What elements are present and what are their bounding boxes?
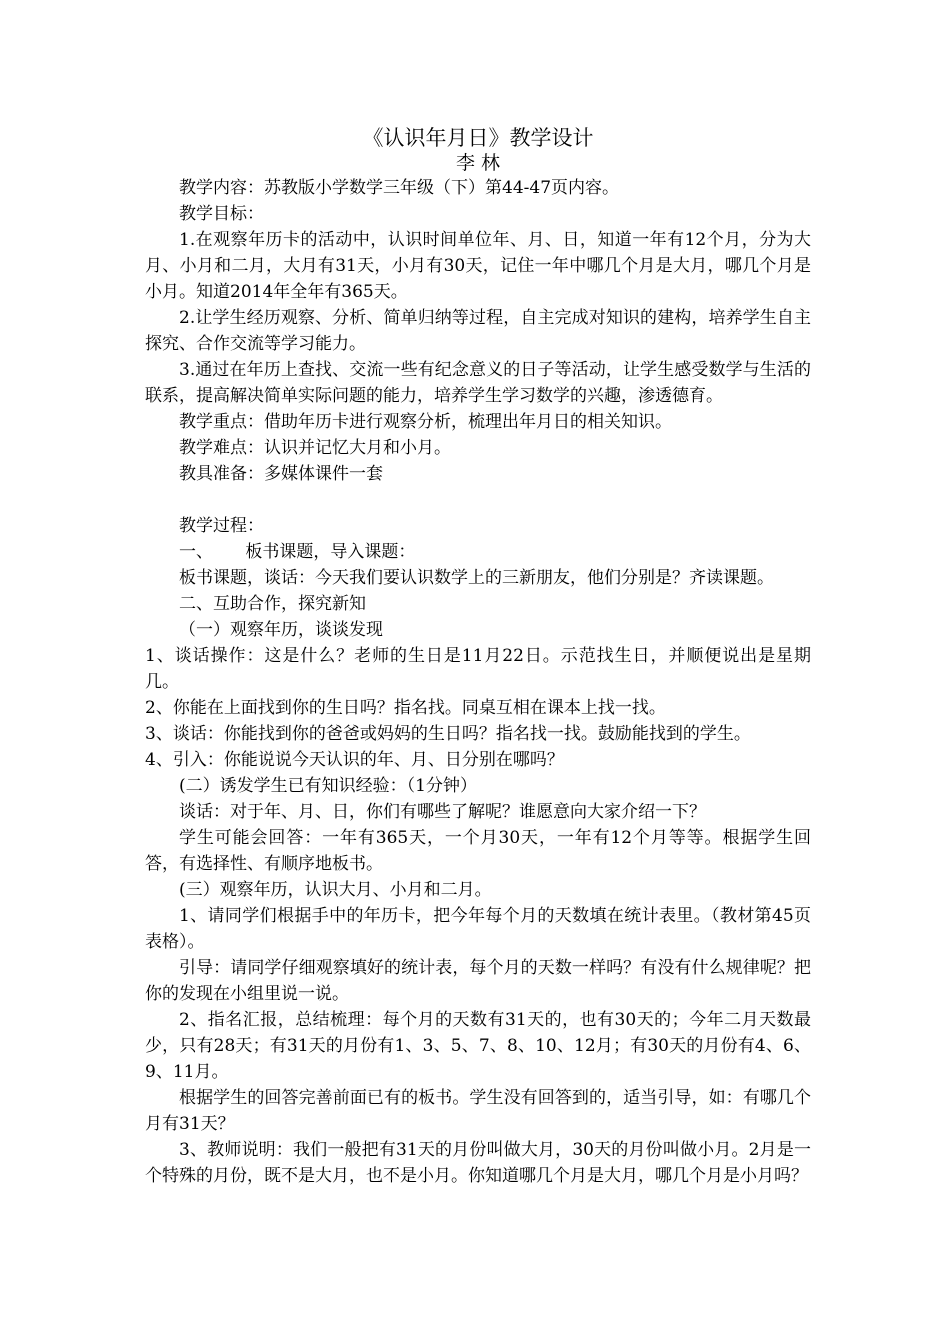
- paragraph-step-4: 4、引入：你能说说今天认识的年、月、日分别在哪吗？: [145, 750, 564, 770]
- paragraph-step-2: 2、你能在上面找到你的生日吗？指名找。同桌互相在课本上找一找。: [145, 698, 666, 718]
- paragraph-goal-1: 1.在观察年历卡的活动中，认识时间单位年、月、日，知道一年有12个月，分为大月、小月和二月，大月有31天，小月有30天，记住一年中哪几个月是大月，哪几个月是小月。知道2014年全年有365天。: [145, 230, 811, 302]
- document-author: 李 林: [455, 152, 501, 174]
- paragraph-subsection-3-step-2: 2、指名汇报，总结梳理：每个月的天数有31天的，也有30天的；今年二月天数最少，只有28天；有31天的月份有1、3、5、7、8、10、12月；有30天的月份有4、6、9、11月。: [145, 1010, 811, 1082]
- paragraph-section-1-heading: 一、 板书课题，导入课题：: [179, 542, 416, 562]
- blank-line: [145, 487, 811, 513]
- paragraph-key-point: 教学重点：借助年历卡进行观察分析，梳理出年月日的相关知识。: [179, 412, 672, 432]
- paragraph-section-1-body: 板书课题，谈话：今天我们要认识数学上的三新朋友，他们分别是？齐读课题。: [179, 568, 774, 588]
- paragraph-subsection-3-improve: 根据学生的回答完善前面已有的板书。学生没有回答到的，适当引导，如：有哪几个月有31天？: [145, 1088, 811, 1134]
- paragraph-section-2-heading: 二、互助合作，探究新知: [179, 594, 366, 614]
- paragraph-subsection-1-heading: （一）观察年历，谈谈发现: [179, 620, 383, 640]
- paragraph-subsection-2-talk: 谈话：对于年、月、日，你们有哪些了解呢？谁愿意向大家介绍一下？: [179, 802, 706, 822]
- paragraph-subsection-3-guide: 引导：请同学仔细观察填好的统计表，每个月的天数一样吗？有没有什么规律呢？把你的发现在小组里说一说。: [145, 958, 811, 1004]
- paragraph-teaching-content: 教学内容：苏教版小学数学三年级（下）第44-47页内容。: [179, 178, 620, 198]
- paragraph-process-heading: 教学过程：: [179, 516, 264, 536]
- paragraph-goal-2: 2.让学生经历观察、分析、简单归纳等过程，自主完成对知识的建构，培养学生自主探究、合作交流等学习能力。: [145, 308, 811, 354]
- paragraph-step-3: 3、谈话：你能找到你的爸爸或妈妈的生日吗？指名找一找。鼓励能找到的学生。: [145, 724, 751, 744]
- paragraph-subsection-3-step-3: 3、教师说明：我们一般把有31天的月份叫做大月，30天的月份叫做小月。2月是一个特殊的月份，既不是大月，也不是小月。你知道哪几个月是大月，哪几个月是小月吗？: [145, 1140, 811, 1186]
- paragraph-subsection-3-heading: (三）观察年历，认识大月、小月和二月。: [179, 880, 492, 900]
- document-title: 《认识年月日》教学设计: [362, 126, 594, 150]
- document-body: [145, 125, 811, 1189]
- paragraph-teaching-goals-heading: 教学目标：: [179, 204, 264, 224]
- paragraph-subsection-3-step-1: 1、请同学们根据手中的年历卡，把今年每个月的天数填在统计表里。（教材第45页表格）。: [145, 906, 811, 952]
- paragraph-difficulty: 教学难点：认识并记忆大月和小月。: [179, 438, 451, 458]
- paragraph-subsection-2-heading: (二）诱发学生已有知识经验：（1分钟）: [179, 776, 477, 796]
- paragraph-step-1: 1、谈话操作：这是什么？老师的生日是11月22日。示范找生日，并顺便说出是星期几。: [145, 646, 811, 692]
- paragraph-materials: 教具准备：多媒体课件一套: [179, 464, 383, 484]
- paragraph-goal-3: 3.通过在年历上查找、交流一些有纪念意义的日子等活动，让学生感受数学与生活的联系，提高解决简单实际问题的能力，培养学生学习数学的兴趣，渗透德育。: [145, 360, 811, 406]
- paragraph-subsection-2-answer: 学生可能会回答：一年有365天，一个月30天，一年有12个月等等。根据学生回答，有选择性、有顺序地板书。: [145, 828, 811, 874]
